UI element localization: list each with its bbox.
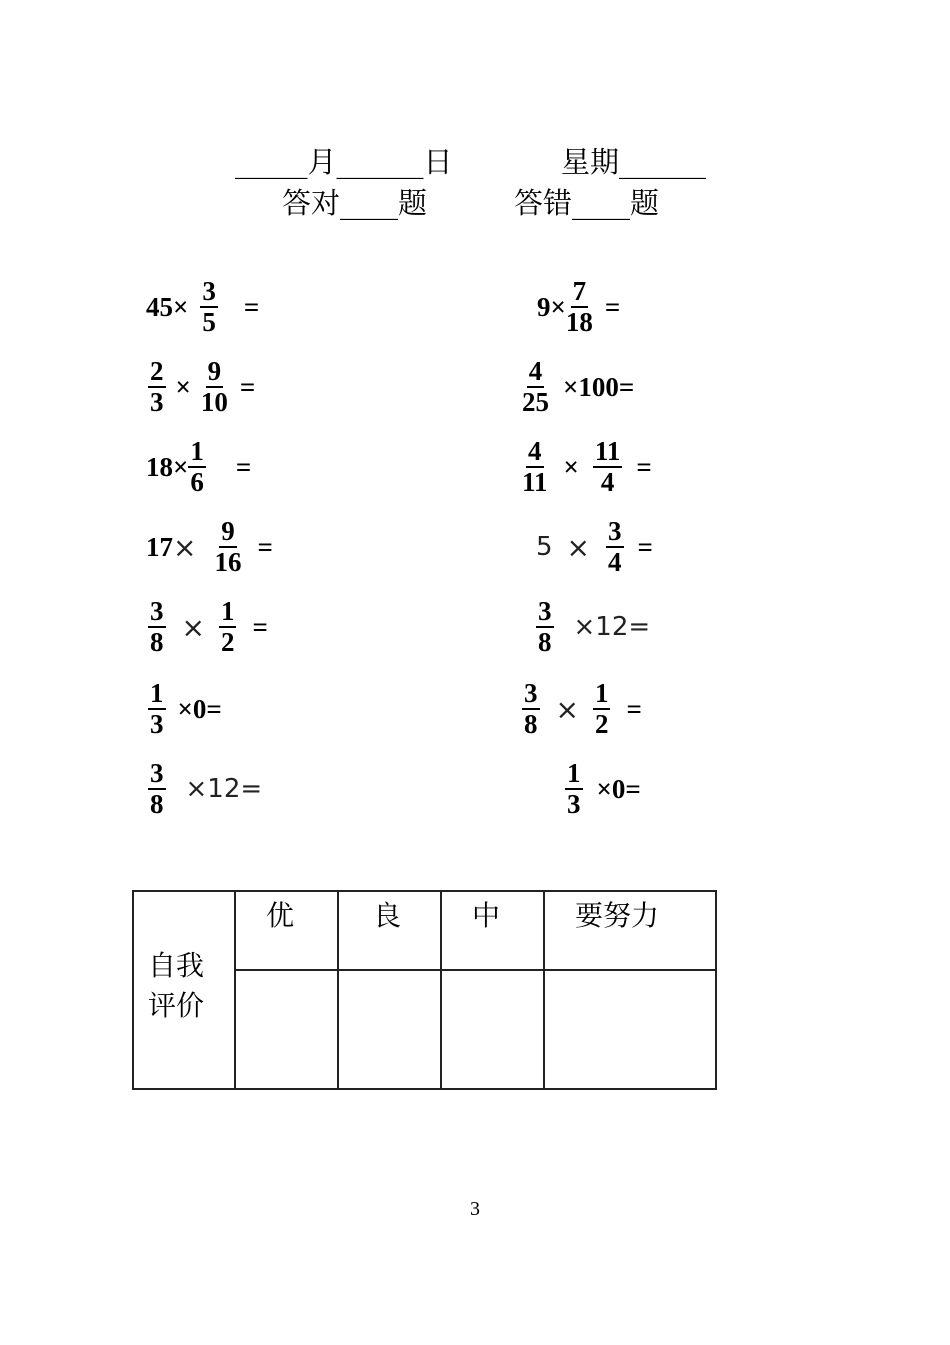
problem-right-3: $\frac{4}{11}$ × $\frac{11}{4}$ =: [522, 436, 652, 497]
problem-right-2: $\frac{4}{25}$ ×100=: [522, 356, 635, 417]
rating-header-excellent: 优: [235, 891, 338, 970]
fraction: $\frac{7}{18}$: [565, 276, 593, 337]
fraction: $\frac{9}{10}$: [200, 356, 228, 417]
problem-left-3: 18× $\frac{1}{6}$ =: [146, 436, 252, 497]
problem-left-5: $\frac{3}{8}$ × $\frac{1}{2}$ =: [150, 596, 268, 657]
date-line: _____月______日: [235, 145, 453, 179]
fraction: $\frac{1}{3}$: [567, 758, 581, 819]
weekday-line: 星期______: [561, 145, 707, 179]
fraction: $\frac{1}{2}$: [594, 678, 609, 739]
problem-left-2: $\frac{2}{3}$ × $\frac{9}{10}$ =: [150, 356, 256, 417]
fraction: $\frac{3}{8}$: [150, 596, 164, 657]
self-evaluation-label: 自我 评价: [133, 891, 235, 1089]
problem-right-1: 9× $\frac{7}{18}$ =: [537, 276, 621, 337]
fraction: $\frac{2}{3}$: [150, 356, 164, 417]
rating-cell-average[interactable]: [441, 970, 544, 1089]
rating-cell-excellent[interactable]: [235, 970, 338, 1089]
problem-left-4: 17 × $\frac{9}{16}$ =: [146, 516, 273, 577]
page-number: 3: [470, 1198, 480, 1220]
self-evaluation-table: [132, 890, 717, 1090]
fraction: $\frac{4}{11}$: [522, 436, 548, 497]
fraction: $\frac{11}{4}$: [594, 436, 621, 497]
fraction: $\frac{3}{8}$: [524, 678, 538, 739]
fraction: $\frac{3}{5}$: [202, 276, 216, 337]
rating-header-average: 中: [441, 891, 544, 970]
fraction: $\frac{1}{2}$: [220, 596, 235, 657]
rating-header-needs-effort: 要努力: [544, 891, 716, 970]
fraction: $\frac{4}{25}$: [522, 356, 549, 417]
rating-cell-good[interactable]: [338, 970, 441, 1089]
problem-right-6: $\frac{3}{8}$ × $\frac{1}{2}$ =: [524, 678, 642, 739]
wrong-count-line: 答错____题: [514, 186, 660, 220]
problem-right-5: $\frac{3}{8}$ ×12=: [538, 596, 651, 657]
fraction: $\frac{1}{6}$: [190, 436, 204, 497]
problem-right-4: 5 × $\frac{3}{4}$ =: [536, 516, 653, 577]
problem-left-6: $\frac{1}{3}$ ×0=: [150, 678, 222, 739]
fraction: $\frac{1}{3}$: [150, 678, 164, 739]
fraction: $\frac{3}{8}$: [538, 596, 552, 657]
correct-count-line: 答对____题: [282, 186, 428, 220]
rating-header-good: 良: [338, 891, 441, 970]
fraction: $\frac{3}{4}$: [608, 516, 622, 577]
fraction: $\frac{3}{8}$: [150, 758, 164, 819]
fraction: $\frac{9}{16}$: [214, 516, 242, 577]
rating-cell-needs-effort[interactable]: [544, 970, 716, 1089]
problem-left-7: $\frac{3}{8}$ ×12=: [150, 758, 263, 819]
problem-left-1: 45× $\frac{3}{5}$ =: [146, 276, 260, 337]
problem-right-7: $\frac{1}{3}$ ×0=: [567, 758, 641, 819]
